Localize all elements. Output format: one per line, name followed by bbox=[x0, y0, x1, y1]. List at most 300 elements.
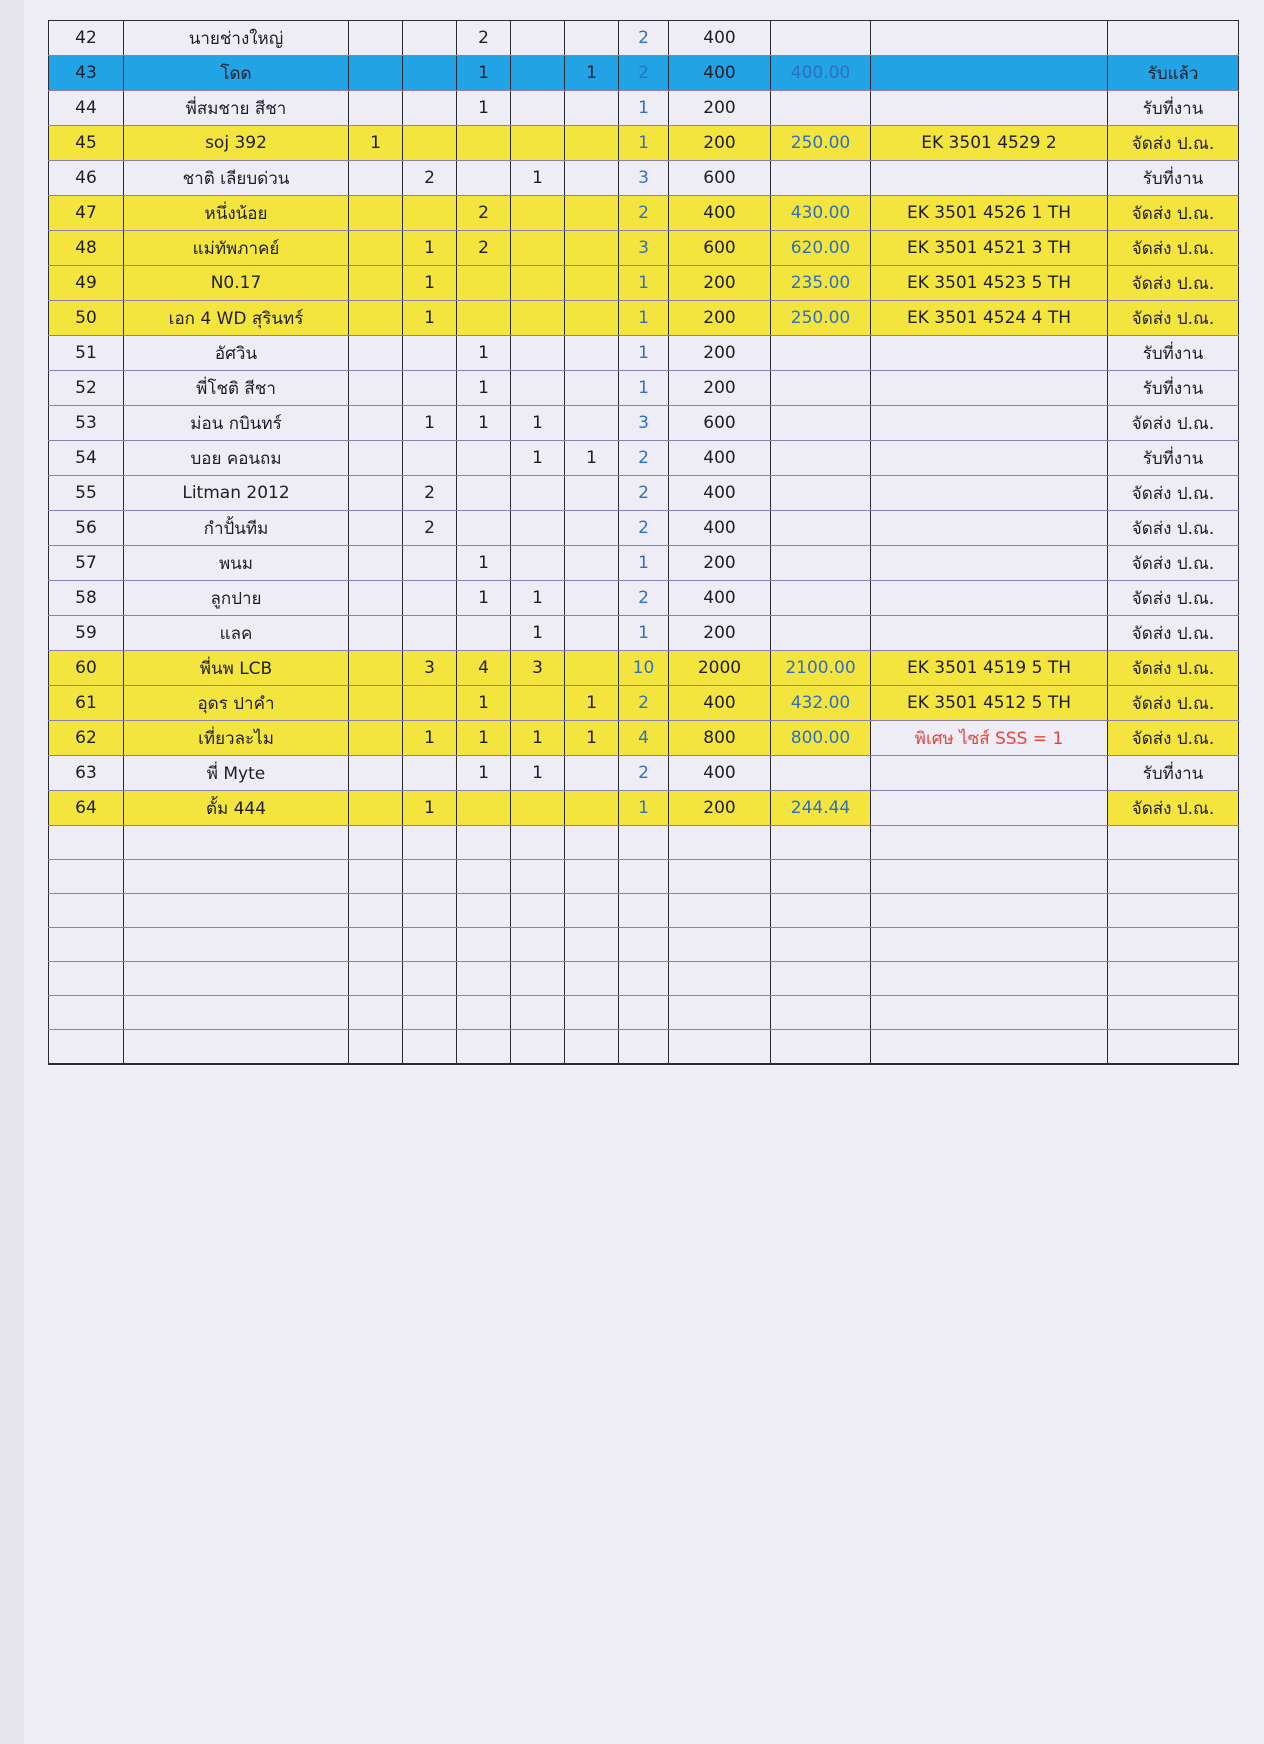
table-row bbox=[49, 511, 1239, 546]
cell-paid bbox=[771, 371, 871, 406]
cell-name: N0.17 bbox=[124, 266, 349, 301]
cell-c1 bbox=[349, 756, 403, 791]
cell-c5 bbox=[565, 616, 619, 651]
cell-amount: 200 bbox=[669, 371, 771, 406]
empty-cell bbox=[1108, 860, 1239, 894]
cell-c1 bbox=[349, 91, 403, 126]
cell-c1 bbox=[349, 336, 403, 371]
cell-status: รับที่งาน bbox=[1108, 756, 1239, 791]
cell-c2 bbox=[403, 686, 457, 721]
cell-status: จัดส่ง ป.ณ. bbox=[1108, 581, 1239, 616]
cell-name: โดด bbox=[124, 56, 349, 91]
cell-c3 bbox=[457, 791, 511, 826]
cell-c3 bbox=[457, 441, 511, 476]
empty-cell bbox=[511, 962, 565, 996]
empty-row bbox=[49, 894, 1239, 928]
cell-c3: 1 bbox=[457, 686, 511, 721]
cell-c3 bbox=[457, 161, 511, 196]
cell-c3 bbox=[457, 266, 511, 301]
cell-c3: 1 bbox=[457, 56, 511, 91]
cell-c4 bbox=[511, 336, 565, 371]
cell-status: จัดส่ง ป.ณ. bbox=[1108, 406, 1239, 441]
cell-no: 52 bbox=[49, 371, 124, 406]
cell-c4 bbox=[511, 231, 565, 266]
cell-name: ชาติ เลียบด่วน bbox=[124, 161, 349, 196]
cell-no: 51 bbox=[49, 336, 124, 371]
cell-tracking bbox=[871, 161, 1108, 196]
cell-c4 bbox=[511, 686, 565, 721]
cell-name: แม่ทัพภาคย์ bbox=[124, 231, 349, 266]
cell-paid bbox=[771, 581, 871, 616]
empty-cell bbox=[49, 996, 124, 1030]
cell-paid: 250.00 bbox=[771, 126, 871, 161]
cell-c1 bbox=[349, 511, 403, 546]
cell-tracking: EK 3501 4521 3 TH bbox=[871, 231, 1108, 266]
cell-amount: 200 bbox=[669, 616, 771, 651]
cell-name: พี่ Myte bbox=[124, 756, 349, 791]
cell-c5 bbox=[565, 371, 619, 406]
table-row bbox=[49, 301, 1239, 336]
empty-cell bbox=[871, 928, 1108, 962]
cell-total: 2 bbox=[619, 756, 669, 791]
cell-c4 bbox=[511, 91, 565, 126]
empty-cell bbox=[771, 860, 871, 894]
empty-cell bbox=[124, 894, 349, 928]
cell-c1 bbox=[349, 56, 403, 91]
cell-status: จัดส่ง ป.ณ. bbox=[1108, 686, 1239, 721]
cell-status: จัดส่ง ป.ณ. bbox=[1108, 791, 1239, 826]
cell-c2: 1 bbox=[403, 791, 457, 826]
cell-name: แลค bbox=[124, 616, 349, 651]
cell-c2: 3 bbox=[403, 651, 457, 686]
cell-total: 1 bbox=[619, 371, 669, 406]
cell-c2: 2 bbox=[403, 161, 457, 196]
cell-total: 2 bbox=[619, 511, 669, 546]
empty-cell bbox=[511, 928, 565, 962]
cell-c5 bbox=[565, 476, 619, 511]
cell-c1 bbox=[349, 266, 403, 301]
cell-paid: 430.00 bbox=[771, 196, 871, 231]
cell-c4: 1 bbox=[511, 721, 565, 756]
cell-tracking bbox=[871, 581, 1108, 616]
cell-c4: 1 bbox=[511, 441, 565, 476]
cell-paid: 620.00 bbox=[771, 231, 871, 266]
cell-c4 bbox=[511, 56, 565, 91]
cell-name: อัศวิน bbox=[124, 336, 349, 371]
cell-amount: 200 bbox=[669, 791, 771, 826]
cell-tracking bbox=[871, 546, 1108, 581]
empty-row bbox=[49, 826, 1239, 860]
cell-amount: 200 bbox=[669, 546, 771, 581]
empty-row bbox=[49, 962, 1239, 996]
cell-c3 bbox=[457, 476, 511, 511]
cell-paid bbox=[771, 336, 871, 371]
cell-amount: 200 bbox=[669, 336, 771, 371]
cell-status: จัดส่ง ป.ณ. bbox=[1108, 511, 1239, 546]
cell-tracking: EK 3501 4512 5 TH bbox=[871, 686, 1108, 721]
cell-c4 bbox=[511, 21, 565, 56]
cell-total: 3 bbox=[619, 161, 669, 196]
cell-no: 59 bbox=[49, 616, 124, 651]
cell-name: ม่อน กบินทร์ bbox=[124, 406, 349, 441]
cell-c5 bbox=[565, 91, 619, 126]
empty-cell bbox=[124, 826, 349, 860]
cell-c3: 2 bbox=[457, 196, 511, 231]
empty-cell bbox=[457, 826, 511, 860]
cell-c5 bbox=[565, 21, 619, 56]
cell-total: 2 bbox=[619, 441, 669, 476]
cell-c1 bbox=[349, 441, 403, 476]
table-row bbox=[49, 91, 1239, 126]
cell-name: ลูกปาย bbox=[124, 581, 349, 616]
empty-cell bbox=[619, 1030, 669, 1065]
cell-name: เอก 4 WD สุรินทร์ bbox=[124, 301, 349, 336]
empty-cell bbox=[619, 860, 669, 894]
cell-c1 bbox=[349, 231, 403, 266]
cell-tracking: EK 3501 4523 5 TH bbox=[871, 266, 1108, 301]
cell-total: 1 bbox=[619, 126, 669, 161]
empty-cell bbox=[565, 962, 619, 996]
table-row bbox=[49, 56, 1239, 91]
cell-status: จัดส่ง ป.ณ. bbox=[1108, 196, 1239, 231]
cell-c3: 1 bbox=[457, 581, 511, 616]
empty-cell bbox=[403, 894, 457, 928]
cell-no: 46 bbox=[49, 161, 124, 196]
cell-amount: 200 bbox=[669, 91, 771, 126]
cell-status: จัดส่ง ป.ณ. bbox=[1108, 651, 1239, 686]
cell-paid: 400.00 bbox=[771, 56, 871, 91]
cell-no: 49 bbox=[49, 266, 124, 301]
cell-c1 bbox=[349, 371, 403, 406]
cell-total: 1 bbox=[619, 91, 669, 126]
cell-name: นายช่างใหญ่ bbox=[124, 21, 349, 56]
empty-cell bbox=[49, 894, 124, 928]
empty-cell bbox=[669, 928, 771, 962]
table-row bbox=[49, 406, 1239, 441]
cell-no: 48 bbox=[49, 231, 124, 266]
cell-name: soj 392 bbox=[124, 126, 349, 161]
empty-cell bbox=[349, 894, 403, 928]
cell-c3: 4 bbox=[457, 651, 511, 686]
empty-cell bbox=[403, 1030, 457, 1065]
empty-cell bbox=[511, 826, 565, 860]
cell-paid bbox=[771, 21, 871, 56]
cell-amount: 600 bbox=[669, 161, 771, 196]
cell-name: กำปั้นทีม bbox=[124, 511, 349, 546]
empty-cell bbox=[1108, 1030, 1239, 1065]
cell-paid bbox=[771, 406, 871, 441]
cell-c3: 1 bbox=[457, 406, 511, 441]
cell-c1 bbox=[349, 406, 403, 441]
cell-name: หนึ่งน้อย bbox=[124, 196, 349, 231]
cell-no: 44 bbox=[49, 91, 124, 126]
cell-amount: 400 bbox=[669, 476, 771, 511]
cell-amount: 400 bbox=[669, 56, 771, 91]
cell-total: 1 bbox=[619, 301, 669, 336]
cell-c5: 1 bbox=[565, 686, 619, 721]
cell-name: พี่โชติ สีชา bbox=[124, 371, 349, 406]
table-row bbox=[49, 476, 1239, 511]
cell-no: 60 bbox=[49, 651, 124, 686]
cell-c3 bbox=[457, 511, 511, 546]
cell-c2 bbox=[403, 56, 457, 91]
table-row bbox=[49, 231, 1239, 266]
empty-cell bbox=[565, 894, 619, 928]
cell-c4 bbox=[511, 476, 565, 511]
cell-tracking bbox=[871, 56, 1108, 91]
cell-no: 50 bbox=[49, 301, 124, 336]
empty-cell bbox=[619, 996, 669, 1030]
cell-c5 bbox=[565, 161, 619, 196]
table-row bbox=[49, 371, 1239, 406]
empty-cell bbox=[619, 826, 669, 860]
cell-amount: 400 bbox=[669, 581, 771, 616]
cell-c1 bbox=[349, 686, 403, 721]
empty-cell bbox=[49, 860, 124, 894]
cell-status: จัดส่ง ป.ณ. bbox=[1108, 266, 1239, 301]
cell-no: 62 bbox=[49, 721, 124, 756]
cell-c2: 1 bbox=[403, 266, 457, 301]
empty-row bbox=[49, 996, 1239, 1030]
cell-total: 3 bbox=[619, 406, 669, 441]
empty-cell bbox=[1108, 928, 1239, 962]
cell-c1 bbox=[349, 616, 403, 651]
cell-c5 bbox=[565, 651, 619, 686]
cell-c1 bbox=[349, 721, 403, 756]
empty-cell bbox=[403, 860, 457, 894]
cell-c4 bbox=[511, 791, 565, 826]
cell-c3 bbox=[457, 616, 511, 651]
cell-no: 55 bbox=[49, 476, 124, 511]
table-row bbox=[49, 21, 1239, 56]
table-row bbox=[49, 721, 1239, 756]
empty-cell bbox=[457, 894, 511, 928]
empty-cell bbox=[457, 928, 511, 962]
empty-cell bbox=[771, 1030, 871, 1065]
cell-c2 bbox=[403, 336, 457, 371]
cell-c2 bbox=[403, 371, 457, 406]
empty-cell bbox=[669, 996, 771, 1030]
cell-c1 bbox=[349, 301, 403, 336]
cell-paid bbox=[771, 441, 871, 476]
empty-cell bbox=[669, 962, 771, 996]
empty-cell bbox=[871, 996, 1108, 1030]
empty-cell bbox=[457, 962, 511, 996]
cell-paid: 250.00 bbox=[771, 301, 871, 336]
cell-c5: 1 bbox=[565, 441, 619, 476]
cell-name: อุดร ปาคำ bbox=[124, 686, 349, 721]
cell-status: จัดส่ง ป.ณ. bbox=[1108, 721, 1239, 756]
cell-total: 1 bbox=[619, 266, 669, 301]
cell-total: 1 bbox=[619, 791, 669, 826]
empty-cell bbox=[619, 894, 669, 928]
table-row bbox=[49, 336, 1239, 371]
cell-c4: 1 bbox=[511, 161, 565, 196]
cell-c4 bbox=[511, 371, 565, 406]
order-table bbox=[48, 20, 1239, 1065]
cell-status bbox=[1108, 21, 1239, 56]
cell-c2 bbox=[403, 91, 457, 126]
empty-cell bbox=[349, 826, 403, 860]
cell-tracking bbox=[871, 441, 1108, 476]
cell-c2 bbox=[403, 441, 457, 476]
cell-amount: 800 bbox=[669, 721, 771, 756]
cell-c4 bbox=[511, 546, 565, 581]
table-row bbox=[49, 581, 1239, 616]
cell-c5 bbox=[565, 126, 619, 161]
cell-tracking: EK 3501 4519 5 TH bbox=[871, 651, 1108, 686]
empty-cell bbox=[349, 996, 403, 1030]
empty-cell bbox=[403, 826, 457, 860]
cell-total: 2 bbox=[619, 21, 669, 56]
cell-paid: 235.00 bbox=[771, 266, 871, 301]
cell-c2: 1 bbox=[403, 231, 457, 266]
cell-status: จัดส่ง ป.ณ. bbox=[1108, 546, 1239, 581]
cell-amount: 400 bbox=[669, 511, 771, 546]
empty-cell bbox=[669, 1030, 771, 1065]
cell-name: บอย คอนถม bbox=[124, 441, 349, 476]
cell-status: รับที่งาน bbox=[1108, 161, 1239, 196]
cell-c2: 1 bbox=[403, 406, 457, 441]
cell-total: 2 bbox=[619, 686, 669, 721]
cell-c3: 2 bbox=[457, 231, 511, 266]
cell-no: 53 bbox=[49, 406, 124, 441]
table-row bbox=[49, 441, 1239, 476]
cell-no: 54 bbox=[49, 441, 124, 476]
cell-c3: 2 bbox=[457, 21, 511, 56]
empty-cell bbox=[1108, 962, 1239, 996]
cell-paid bbox=[771, 476, 871, 511]
cell-name: พี่สมชาย สีชา bbox=[124, 91, 349, 126]
cell-tracking: EK 3501 4529 2 bbox=[871, 126, 1108, 161]
cell-no: 58 bbox=[49, 581, 124, 616]
empty-cell bbox=[403, 962, 457, 996]
cell-tracking bbox=[871, 91, 1108, 126]
cell-paid bbox=[771, 756, 871, 791]
cell-status: จัดส่ง ป.ณ. bbox=[1108, 126, 1239, 161]
empty-cell bbox=[619, 962, 669, 996]
cell-c4 bbox=[511, 196, 565, 231]
cell-tracking bbox=[871, 476, 1108, 511]
cell-tracking bbox=[871, 406, 1108, 441]
empty-cell bbox=[871, 826, 1108, 860]
cell-name: ตั้ม 444 bbox=[124, 791, 349, 826]
cell-amount: 200 bbox=[669, 126, 771, 161]
cell-no: 45 bbox=[49, 126, 124, 161]
empty-cell bbox=[565, 860, 619, 894]
cell-total: 1 bbox=[619, 336, 669, 371]
cell-c5 bbox=[565, 406, 619, 441]
empty-cell bbox=[565, 996, 619, 1030]
cell-total: 2 bbox=[619, 196, 669, 231]
empty-cell bbox=[124, 962, 349, 996]
empty-cell bbox=[511, 1030, 565, 1065]
cell-c1 bbox=[349, 21, 403, 56]
cell-c5 bbox=[565, 336, 619, 371]
cell-total: 2 bbox=[619, 56, 669, 91]
empty-cell bbox=[511, 860, 565, 894]
cell-c5 bbox=[565, 511, 619, 546]
cell-c1 bbox=[349, 476, 403, 511]
cell-c5 bbox=[565, 546, 619, 581]
cell-c1 bbox=[349, 161, 403, 196]
cell-c2 bbox=[403, 581, 457, 616]
cell-tracking bbox=[871, 616, 1108, 651]
empty-cell bbox=[511, 894, 565, 928]
cell-c5 bbox=[565, 196, 619, 231]
cell-amount: 400 bbox=[669, 196, 771, 231]
table-row bbox=[49, 126, 1239, 161]
cell-paid bbox=[771, 616, 871, 651]
empty-cell bbox=[457, 996, 511, 1030]
cell-tracking bbox=[871, 756, 1108, 791]
empty-cell bbox=[669, 894, 771, 928]
cell-c2 bbox=[403, 21, 457, 56]
table-row bbox=[49, 686, 1239, 721]
cell-c3: 1 bbox=[457, 546, 511, 581]
cell-tracking: พิเศษ ไซส์ SSS = 1 bbox=[871, 721, 1108, 756]
cell-c1 bbox=[349, 791, 403, 826]
cell-status: รับที่งาน bbox=[1108, 336, 1239, 371]
cell-c3: 1 bbox=[457, 721, 511, 756]
empty-cell bbox=[403, 928, 457, 962]
empty-cell bbox=[619, 928, 669, 962]
cell-c4 bbox=[511, 126, 565, 161]
cell-c2 bbox=[403, 196, 457, 231]
cell-status: รับที่งาน bbox=[1108, 91, 1239, 126]
cell-c2 bbox=[403, 546, 457, 581]
empty-cell bbox=[771, 894, 871, 928]
empty-cell bbox=[771, 962, 871, 996]
cell-amount: 400 bbox=[669, 686, 771, 721]
cell-c1: 1 bbox=[349, 126, 403, 161]
empty-cell bbox=[349, 860, 403, 894]
empty-cell bbox=[871, 860, 1108, 894]
cell-c3: 1 bbox=[457, 336, 511, 371]
empty-cell bbox=[49, 928, 124, 962]
cell-c5 bbox=[565, 231, 619, 266]
empty-cell bbox=[871, 1030, 1108, 1065]
empty-row bbox=[49, 860, 1239, 894]
empty-row bbox=[49, 928, 1239, 962]
cell-c4 bbox=[511, 301, 565, 336]
cell-tracking bbox=[871, 371, 1108, 406]
cell-status: จัดส่ง ป.ณ. bbox=[1108, 231, 1239, 266]
cell-c1 bbox=[349, 581, 403, 616]
cell-c2: 2 bbox=[403, 476, 457, 511]
cell-amount: 600 bbox=[669, 406, 771, 441]
cell-amount: 2000 bbox=[669, 651, 771, 686]
cell-c3: 1 bbox=[457, 756, 511, 791]
cell-status: รับแล้ว bbox=[1108, 56, 1239, 91]
cell-c4: 1 bbox=[511, 581, 565, 616]
cell-name: เที่ยวละไม bbox=[124, 721, 349, 756]
cell-status: จัดส่ง ป.ณ. bbox=[1108, 301, 1239, 336]
cell-c5 bbox=[565, 301, 619, 336]
empty-cell bbox=[124, 996, 349, 1030]
cell-status: รับที่งาน bbox=[1108, 371, 1239, 406]
cell-c2: 1 bbox=[403, 301, 457, 336]
empty-cell bbox=[669, 860, 771, 894]
cell-no: 63 bbox=[49, 756, 124, 791]
cell-tracking bbox=[871, 21, 1108, 56]
cell-c2: 1 bbox=[403, 721, 457, 756]
cell-no: 64 bbox=[49, 791, 124, 826]
empty-row bbox=[49, 1030, 1239, 1065]
empty-cell bbox=[124, 860, 349, 894]
empty-cell bbox=[124, 928, 349, 962]
cell-amount: 400 bbox=[669, 21, 771, 56]
